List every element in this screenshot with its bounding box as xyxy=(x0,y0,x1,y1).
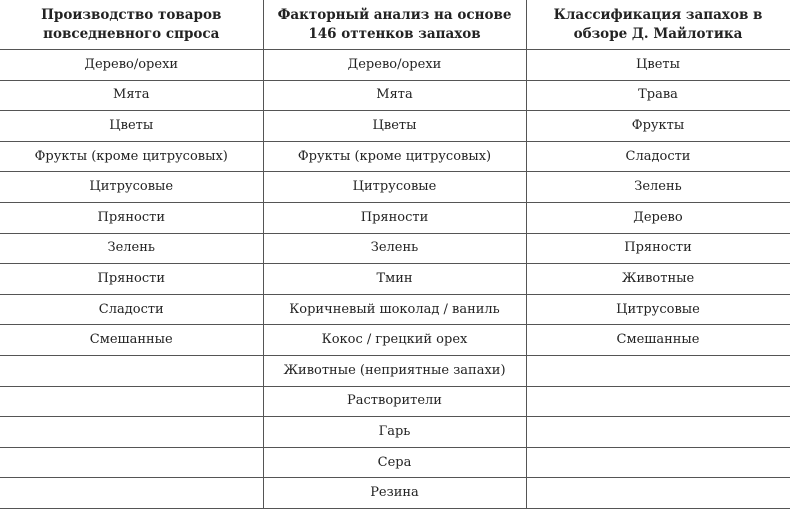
table-cell xyxy=(0,386,263,417)
table-row xyxy=(0,447,790,478)
table-cell: Зелень xyxy=(0,233,263,264)
table-cell: Цитрусовые xyxy=(526,294,790,325)
table-cell: Мята xyxy=(0,80,263,111)
table-cell: Растворители xyxy=(263,386,526,417)
table-row xyxy=(0,141,790,172)
table-row xyxy=(0,50,790,81)
table-cell: Фрукты (кроме цитрусовых) xyxy=(0,141,263,172)
table-cell: Цветы xyxy=(263,111,526,142)
table-cell: Смешанные xyxy=(526,325,790,356)
table-cell: Цитрусовые xyxy=(0,172,263,203)
table-row xyxy=(0,233,790,264)
table-cell: Сера xyxy=(263,447,526,478)
header-mailotic-classification: Классификация запахов в обзоре Д. Майлотика xyxy=(526,0,790,50)
table-cell: Гарь xyxy=(263,417,526,448)
table-row xyxy=(0,386,790,417)
table-cell: Животные xyxy=(526,264,790,295)
table-cell: Сладости xyxy=(526,141,790,172)
table-cell: Дерево/орехи xyxy=(0,50,263,81)
table-cell: Цветы xyxy=(0,111,263,142)
table-cell: Коричневый шоколад / ваниль xyxy=(263,294,526,325)
table-cell: Пряности xyxy=(526,233,790,264)
table-cell: Резина xyxy=(263,478,526,509)
table-row xyxy=(0,325,790,356)
table-row xyxy=(0,264,790,295)
table-cell xyxy=(0,447,263,478)
table-cell: Мята xyxy=(263,80,526,111)
table-cell: Дерево/орехи xyxy=(263,50,526,81)
table-cell: Сладости xyxy=(0,294,263,325)
header-consumer-goods: Производство товаров повседневного спроса xyxy=(0,0,263,50)
table-cell: Фрукты (кроме цитрусовых) xyxy=(263,141,526,172)
table-cell xyxy=(0,417,263,448)
table-cell xyxy=(526,355,790,386)
table-cell: Пряности xyxy=(0,264,263,295)
table-row xyxy=(0,417,790,448)
table-cell: Пряности xyxy=(263,202,526,233)
table-row xyxy=(0,355,790,386)
table-cell: Дерево xyxy=(526,202,790,233)
table-cell: Пряности xyxy=(0,202,263,233)
table-row xyxy=(0,172,790,203)
table-cell: Тмин xyxy=(263,264,526,295)
table-cell: Цитрусовые xyxy=(263,172,526,203)
table-cell xyxy=(0,355,263,386)
table-cell xyxy=(526,417,790,448)
table-cell xyxy=(526,478,790,509)
table-cell: Зелень xyxy=(263,233,526,264)
header-row xyxy=(0,0,790,50)
table-row xyxy=(0,202,790,233)
table-cell: Зелень xyxy=(526,172,790,203)
table-cell: Фрукты xyxy=(526,111,790,142)
table-cell: Животные (неприятные запахи) xyxy=(263,355,526,386)
table-cell xyxy=(526,447,790,478)
table-cell: Цветы xyxy=(526,50,790,81)
table-row xyxy=(0,294,790,325)
table-cell: Трава xyxy=(526,80,790,111)
table-cell xyxy=(526,386,790,417)
header-factor-analysis: Факторный анализ на основе 146 оттенков запахов xyxy=(263,0,526,50)
table-cell xyxy=(0,478,263,509)
table-row xyxy=(0,111,790,142)
table-row xyxy=(0,80,790,111)
table-cell: Кокос / грецкий орех xyxy=(263,325,526,356)
table-row xyxy=(0,478,790,509)
table-cell: Смешанные xyxy=(0,325,263,356)
